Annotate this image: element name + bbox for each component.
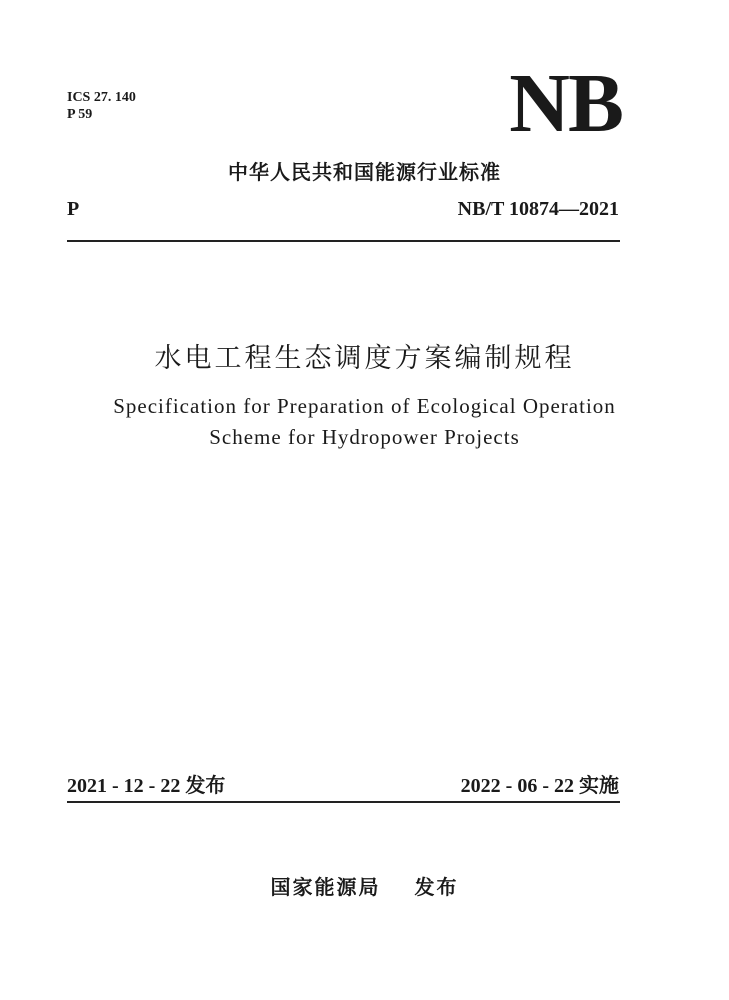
issue-action: 发布: [414, 875, 459, 899]
issue-date: 2021 - 12 - 22 发布: [67, 775, 226, 797]
effective-date: 2022 - 06 - 22 实施: [460, 775, 619, 797]
issuing-authority: 国家能源局: [270, 875, 381, 899]
standard-type-heading: 中华人民共和国能源行业标准: [228, 160, 501, 184]
title-english-line1: Specification for Preparation of Ecological Operation: [113, 394, 616, 418]
ics-code-block: [67, 89, 136, 123]
ccs-code: P 59: [67, 107, 93, 122]
title-chinese: 水电工程生态调度方案编制规程: [154, 343, 575, 374]
classification-code: P: [67, 198, 80, 220]
ics-code: ICS 27. 140: [67, 90, 136, 105]
issuer-line: [0, 871, 729, 900]
standard-number: NB/T 10874—2021: [457, 198, 619, 220]
footer-divider: [67, 801, 620, 803]
nb-logo: NB: [509, 57, 622, 150]
header-divider: [67, 240, 620, 242]
title-english-line2: Scheme for Hydropower Projects: [209, 425, 520, 449]
